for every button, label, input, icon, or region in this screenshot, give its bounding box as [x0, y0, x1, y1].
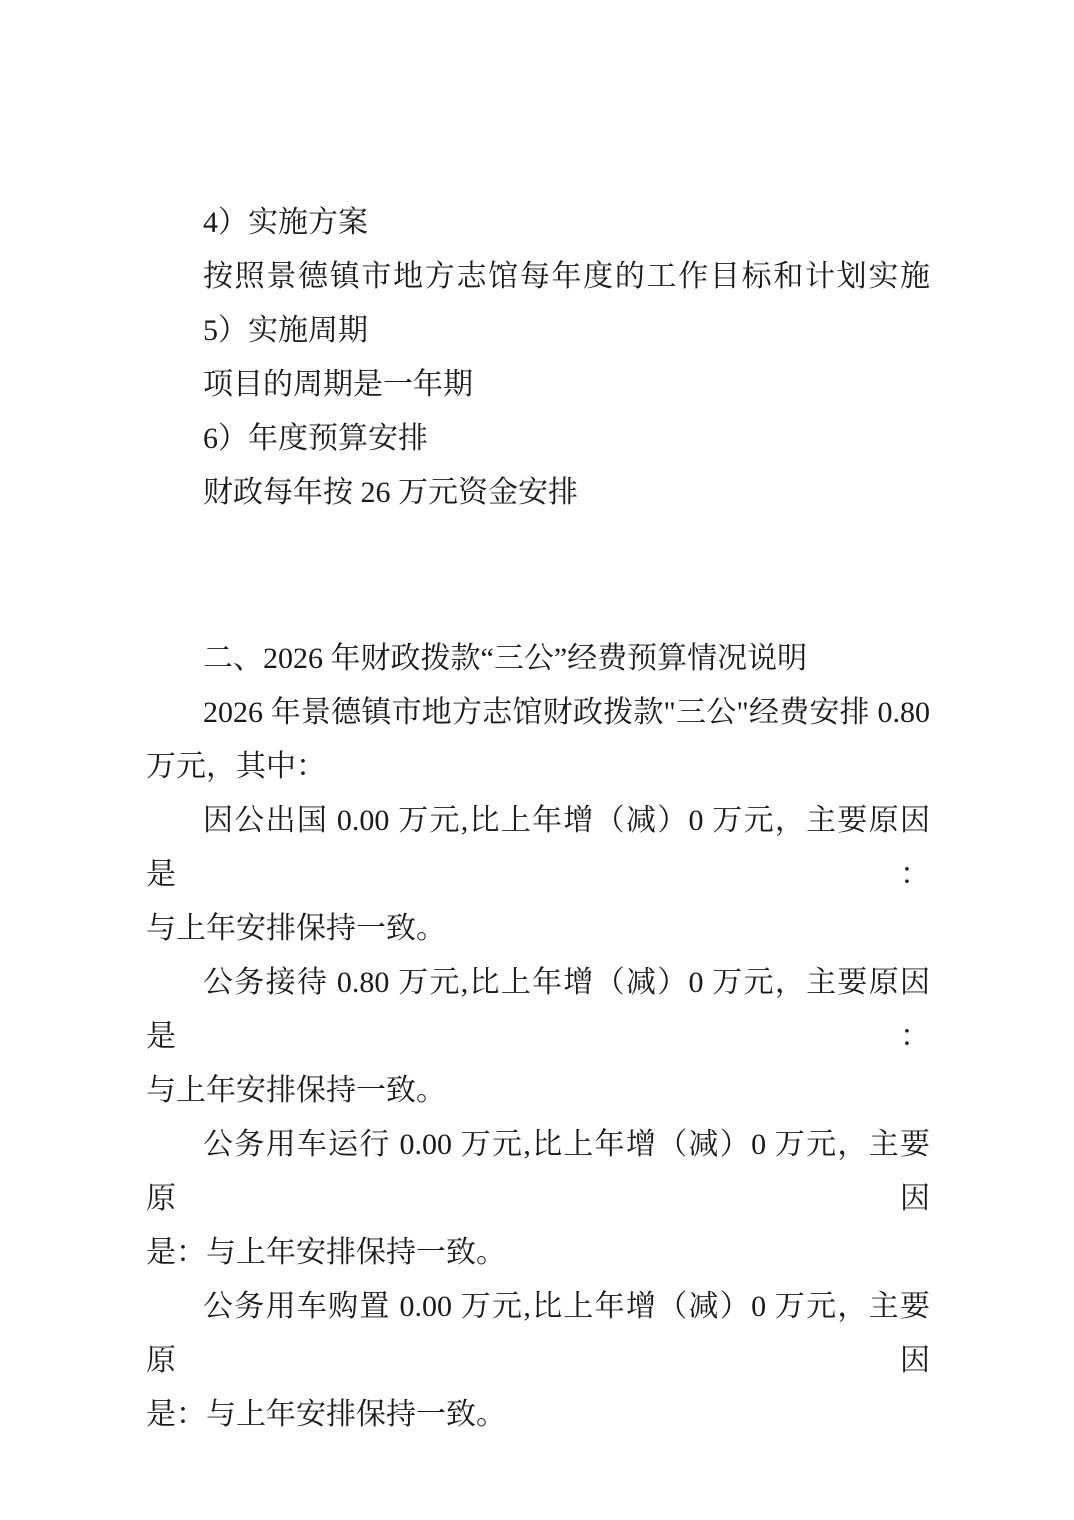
paragraph-line: 2026 年景德镇市地方志馆财政拨款"三公"经费安排 0.80	[203, 696, 930, 729]
paragraph-line: 是：与上年安排保持一致。	[146, 1398, 506, 1431]
paragraph-abroad-expense	[146, 794, 930, 956]
paragraph-line: 公务用车运行 0.00 万元,比上年增（减）0 万元，主要原因	[146, 1128, 930, 1215]
paragraph-line: 万元，其中：	[146, 750, 326, 783]
paragraph-line: 是：与上年安排保持一致。	[146, 1236, 506, 1269]
paragraph-vehicle-operation-expense	[146, 1118, 930, 1280]
paragraph-reception-expense	[146, 956, 930, 1118]
paragraph-line: 公务用车购置 0.00 万元,比上年增（减）0 万元，主要原因	[146, 1290, 930, 1377]
line-item6-annual-budget: 6）年度预算安排	[203, 422, 428, 455]
paragraph-line: 因公出国 0.00 万元,比上年增（减）0 万元，主要原因是：	[146, 804, 930, 891]
paragraph-line: 与上年安排保持一致。	[146, 1074, 446, 1107]
line-annual-budget-detail: 财政每年按 26 万元资金安排	[203, 476, 578, 509]
section-heading-sangong-budget: 二、2026 年财政拨款“三公”经费预算情况说明	[203, 642, 808, 675]
paragraph-sangong-total	[146, 686, 930, 794]
line-implementation-plan-detail: 按照景德镇市地方志馆每年度的工作目标和计划实施	[203, 260, 930, 293]
paragraph-line: 公务接待 0.80 万元,比上年增（减）0 万元，主要原因是：	[146, 966, 930, 1053]
paragraph-vehicle-purchase-expense	[146, 1280, 930, 1442]
line-item5-implementation-cycle: 5）实施周期	[203, 314, 368, 347]
line-implementation-cycle-detail: 项目的周期是一年期	[203, 368, 473, 401]
paragraph-line: 与上年安排保持一致。	[146, 912, 446, 945]
line-item4-implementation-plan: 4）实施方案	[203, 206, 368, 239]
